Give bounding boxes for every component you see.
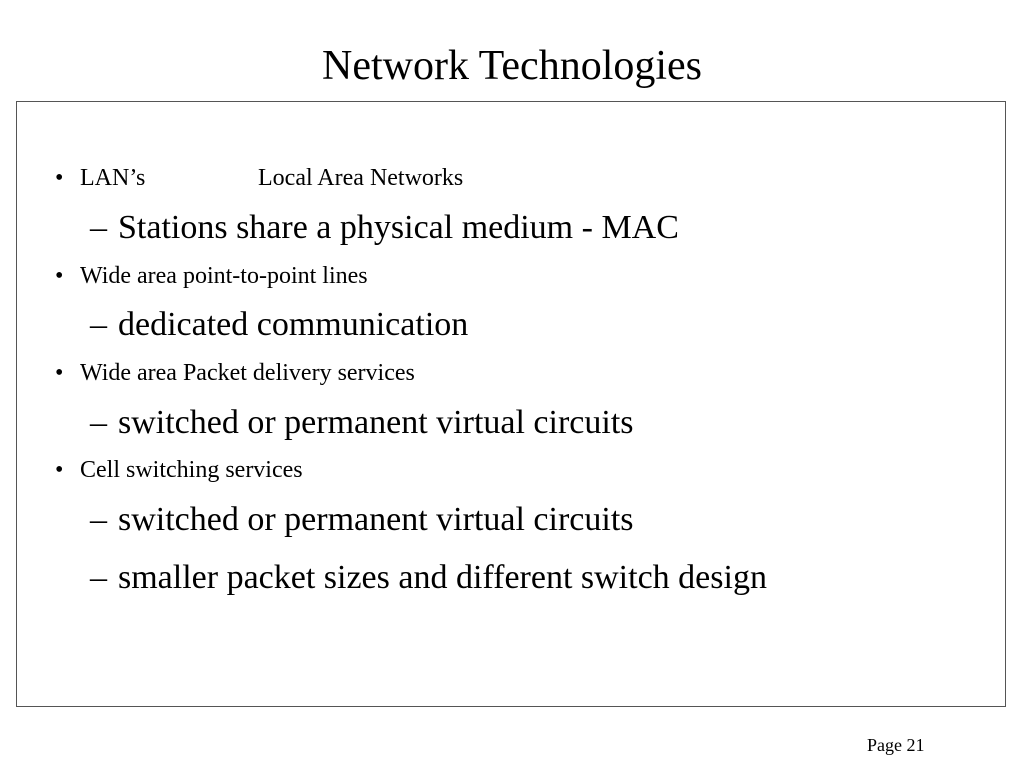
dash-marker: – <box>90 501 107 538</box>
content-box <box>16 101 1006 707</box>
dash-marker: – <box>90 404 107 441</box>
dash-marker: – <box>90 306 107 343</box>
bullet-marker: • <box>55 165 64 191</box>
sub-bullet-text: switched or permanent virtual circuits <box>118 404 634 441</box>
bullet-text: Wide area point-to-point lines <box>80 263 368 289</box>
bullet-marker: • <box>55 457 64 483</box>
bullet-text: Wide area Packet delivery services <box>80 360 415 386</box>
sub-bullet-text: smaller packet sizes and different switch design <box>118 559 767 596</box>
bullet-text: Cell switching services <box>80 457 303 483</box>
sub-bullet-text: switched or permanent virtual circuits <box>118 501 634 538</box>
bullet-marker: • <box>55 263 64 289</box>
bullet-marker: • <box>55 360 64 386</box>
dash-marker: – <box>90 209 107 246</box>
sub-bullet-text: Stations share a physical medium - MAC <box>118 209 679 246</box>
slide-title: Network Technologies <box>321 43 703 89</box>
bullet-text: LAN’s <box>80 165 146 191</box>
bullet-definition: Local Area Networks <box>258 165 464 191</box>
dash-marker: – <box>90 559 107 596</box>
page-number: Page 21 <box>867 735 925 755</box>
sub-bullet-text: dedicated communication <box>118 306 469 343</box>
